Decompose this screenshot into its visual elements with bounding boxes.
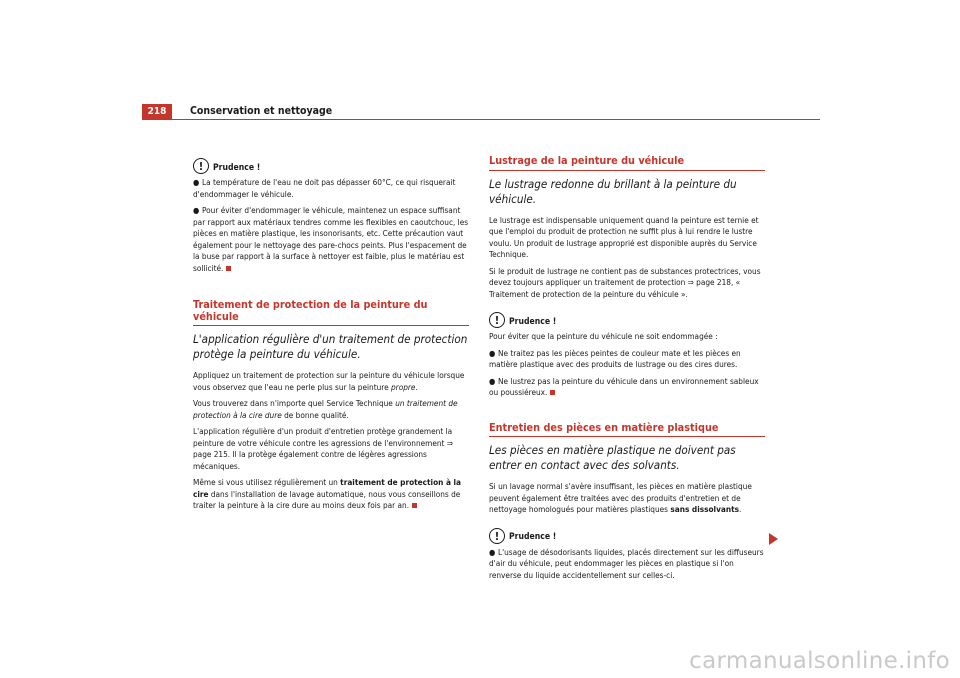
paragraph: L'application régulière d'un produit d'entretien protège grandement la peinture de votre véhicule contre les agressions de l'environnement ⇒ page 215. Il la protège également contre de légères agressions mécaniques. (193, 426, 453, 471)
caution-box (489, 528, 765, 544)
exclamation-circle-icon: ! (489, 528, 505, 544)
section-heading: Entretien des pièces en matière plastique (489, 422, 765, 438)
arrow-right-icon[interactable] (769, 533, 778, 545)
end-mark-icon (412, 503, 417, 508)
bullet-icon: ● (489, 547, 496, 557)
paragraph: Le lustrage est indispensable uniquement quand la peinture est ternie et que l'emploi du produit de protection ne suffit plus à lui rendre le lustre voulu. Un produit de lustrage approprié est disponible auprès du Service Technique. (489, 214, 759, 259)
paragraph: Appliquez un traitement de protection sur la peinture du véhicule lorsque vous observez que l'eau ne perle plus sur la peinture propre. (193, 370, 465, 392)
watermark: carmanualsonline.info (689, 648, 950, 674)
right-column (489, 150, 765, 586)
bullet-icon: ● (489, 376, 496, 386)
caution-item: ● La température de l'eau ne doit pas dépasser 60°C, ce qui risquerait d'endommager le véhicule. (193, 177, 456, 199)
bullet-icon: ● (193, 178, 200, 187)
bullet-icon: ● (193, 206, 200, 215)
caution-item: ● L'usage de désodorisants liquides, placés directement sur les diffuseurs d'air du véhicule, peut endommager les pièces en plastique si l'on renverse du liquide accidentellement sur celles-ci. (489, 546, 764, 580)
section-heading: Lustrage de la peinture du véhicule (489, 155, 765, 171)
left-column (193, 150, 469, 517)
bullet-icon: ● (489, 348, 496, 358)
section-heading: Traitement de protection de la peinture du véhicule (193, 299, 469, 326)
caution-title: Prudence ! (509, 532, 557, 542)
paragraph: Si le produit de lustrage ne contient pas de substances protectrices, vous devez toujours appliquer un traitement de protection ⇒ page 218, « Traitement de protection de la peinture du véhicule ». (489, 265, 761, 299)
page-number: 218 (142, 104, 172, 119)
caution-intro: Pour éviter que la peinture du véhicule ne soit endommagée : (489, 331, 718, 341)
caution-item: ● Ne traitez pas les pièces peintes de couleur mate et les pièces en matière plastique avec des produits de lustrage ou des cires dures. (489, 347, 741, 369)
end-mark-icon (550, 390, 555, 395)
caution-title: Prudence ! (509, 316, 557, 327)
paragraph: Même si vous utilisez régulièrement un traitement de protection à la cire dans l'installation de lavage automatique, nous vous conseillons de traiter la peinture à la cire dure au moins deux fois par an. (193, 477, 461, 510)
section-subtitle: Les pièces en matière plastique ne doivent pas entrer en contact avec des solvants. (489, 443, 736, 472)
header-rule (142, 119, 820, 120)
exclamation-circle-icon: ! (193, 158, 209, 174)
end-mark-icon (226, 266, 231, 271)
caution-item: ● Ne lustrez pas la peinture du véhicule dans un environnement sableux ou poussiéreux. (489, 375, 759, 397)
section-subtitle: L'application régulière d'un traitement de protection protège la peinture du véhicule. (193, 332, 468, 361)
caution-box (489, 312, 765, 328)
paragraph: Vous trouverez dans n'importe quel Service Technique un traitement de protection à la cire dure de bonne qualité. (193, 398, 458, 420)
paragraph: Si un lavage normal s'avère insuffisant, les pièces en matière plastique peuvent également être traitées avec des produits d'entretien et de nettoyage homologués pour matières plastiques sans dissolvants. (489, 481, 752, 514)
caution-item: ● Pour éviter d'endommager le véhicule, maintenez un espace suffisant par rapport aux matériaux tendres comme les flexibles en caoutchouc, les pièces en matière plastique, les insonorisants, etc. Cette précaution vaut également pour le nettoyage des pare-chocs peints. Plus l'espacement de la buse par rapport à la surface à nettoyer est faible, plus le matériau est sollicité. (193, 205, 469, 273)
exclamation-circle-icon: ! (489, 312, 505, 328)
running-header: Conservation et nettoyage (190, 105, 333, 117)
section-subtitle: Le lustrage redonne du brillant à la peinture du véhicule. (489, 176, 737, 206)
caution-box (193, 158, 469, 174)
caution-title: Prudence ! (213, 162, 261, 173)
